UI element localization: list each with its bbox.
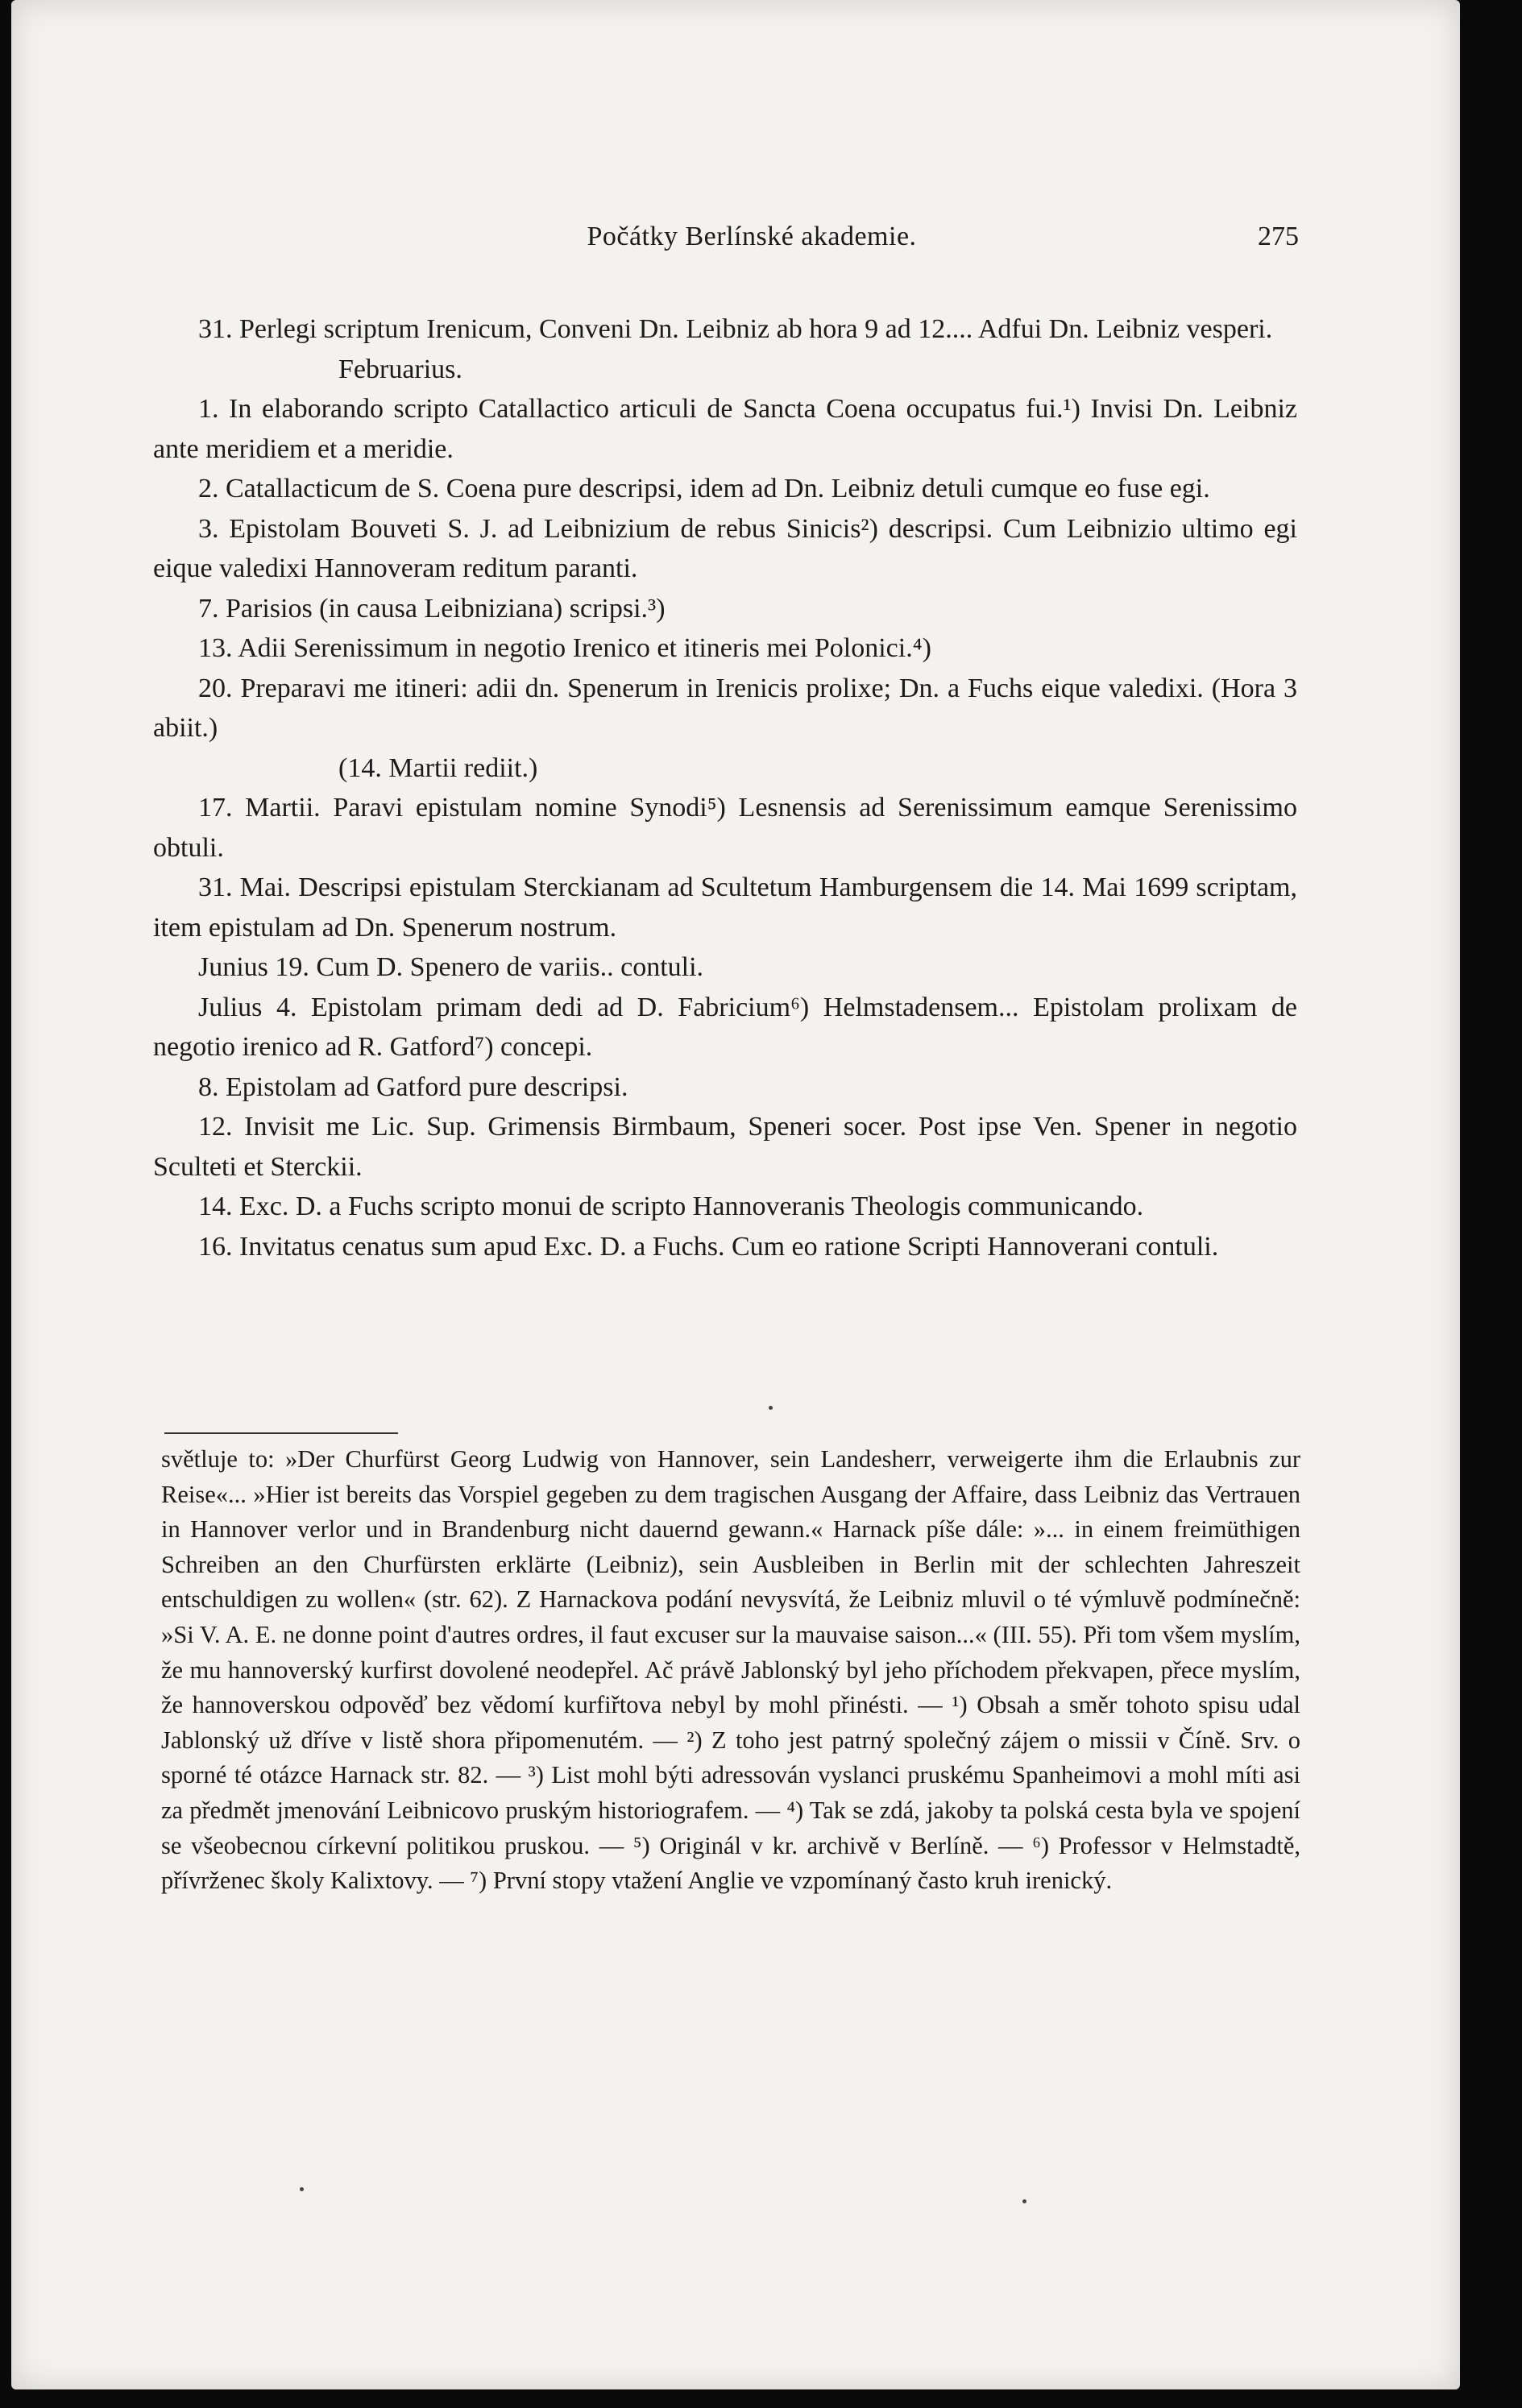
running-header [11, 222, 1460, 270]
entry: 2. Catallacticum de S. Coena pure descripsi, idem ad Dn. Leibniz detuli cumque eo fuse egi. [198, 474, 1210, 504]
page-number: 275 [1258, 222, 1299, 251]
entry: 1. In elaborando scripto Catallactico articuli de Sancta Coena occupatus fui.¹) Invisi Dn. Leibniz ante meridiem et a meridie. [153, 394, 1297, 464]
entry: 12. Invisit me Lic. Sup. Grimensis Birmbaum, Speneri socer. Post ipse Ven. Spener in negotio Sculteti et Sterckii. [153, 1112, 1297, 1182]
footnote-divider [164, 1432, 398, 1434]
book-page [11, 0, 1460, 2389]
entry: (14. Martii rediit.) [338, 752, 538, 783]
entry: 31. Perlegi scriptum Irenicum, Conveni Dn. Leibniz ab hora 9 ad 12.... Adfui Dn. Leibniz vesperi. [198, 314, 1273, 344]
entry: 17. Martii. Paravi epistulam nomine Synodi⁵) Lesnensis ad Serenissimum eamque Serenissimo obtuli. [153, 793, 1297, 863]
entry: 31. Mai. Descripsi epistulam Sterckianam ad Scultetum Hamburgensem die 14. Mai 1699 scriptam, item epistulam ad Dn. Spenerum nostrum. [153, 872, 1297, 943]
footnotes [161, 1442, 1300, 1899]
entry: 16. Invitatus cenatus sum apud Exc. D. a Fuchs. Cum eo ratione Scripti Hannoverani contuli. [198, 1231, 1219, 1262]
entry: 8. Epistolam ad Gatford pure descripsi. [198, 1071, 628, 1102]
month-heading: Februarius. [338, 354, 462, 384]
entry: 14. Exc. D. a Fuchs scripto monui de scripto Hannoveranis Theologis communicando. [198, 1192, 1144, 1221]
entry: Junius 19. Cum D. Spenero de variis.. contuli. [198, 952, 704, 982]
page-title: Počátky Berlínské akademie. [587, 222, 917, 251]
print-speck [300, 2187, 304, 2191]
entry: 7. Parisios (in causa Leibniziana) scripsi.³) [198, 593, 666, 624]
print-speck [769, 1406, 773, 1410]
print-speck [1022, 2199, 1026, 2203]
footnote-text: světluje to: »Der Churfürst Georg Ludwig von Hannover, sein Landesherr, verweigerte ihm die Erlaubnis zur Reise«... »Hier ist bereits das Vorspiel gegeben zu dem tragischen Ausgang der Affaire, dass Leibniz das Vertrauen in Hannover verlor und in Brandenburg nicht dauernd gewann.« Harnack píše dále: »... in einem freimüthigen Schreiben an den Churfürsten erklärte (Leibniz), sein Ausbleiben in Berlin mit der schlechten Jahreszeit entschuldigen zu wollen« (str. 62). Z Harnackova podání nevysvítá, že Leibniz mluvil o té výmluvě podmínečně: »Si V. A. E. ne donne point d'autres ordres, il faut excuser sur la mauvaise saison...« (III. 55). Při tom všem myslím, že mu hannoverský kurfirst dovolené neodepřel. Ač právě Jablonský byl jeho příchodem překvapen, přece myslím, že hannoverskou odpověď bez vědomí kurfiřtova nebyl by mohl přinésti. — ¹) Obsah a směr tohoto spisu udal Jablonský už dříve v listě shora připomenutém. — ²) Z toho jest patrný společný zájem o missii v Číně. Srv. o sporné té otázce Harnack str. 82. — ³) List mohl býti adressován vyslanci pruskému Spanheimovi a mohl míti asi za předmět jmenování Leibnicovo pruským historiografem. — ⁴) Tak se zdá, jakoby ta polská cesta byla ve spojení se všeobecnou církevní politikou pruskou. — ⁵) Originál v kr. archivě v Berlíně. — ⁶) Professor v Helmstadtě, přívrženec školy Kalixtovy. — ⁷) První stopy vtažení Anglie ve vzpomínaný často kruh irenický. [161, 1445, 1300, 1895]
entry: Julius 4. Epistolam primam dedi ad D. Fabricium⁶) Helmstadensem... Epistolam prolixam de negotio irenico ad R. Gatford⁷) concepi. [153, 992, 1297, 1062]
diary-entries [153, 309, 1297, 1266]
entry: 20. Preparavi me itineri: adii dn. Spenerum in Irenicis prolixe; Dn. a Fuchs eique valedixi. (Hora 3 abiit.) [153, 673, 1297, 743]
entry: 13. Adii Serenissimum in negotio Irenico et itineris mei Polonici.⁴) [198, 633, 931, 663]
entry: 3. Epistolam Bouveti S. J. ad Leibnizium de rebus Sinicis²) descripsi. Cum Leibnizio ultimo egi eique valedixi Hannoveram reditum paranti. [153, 513, 1297, 583]
